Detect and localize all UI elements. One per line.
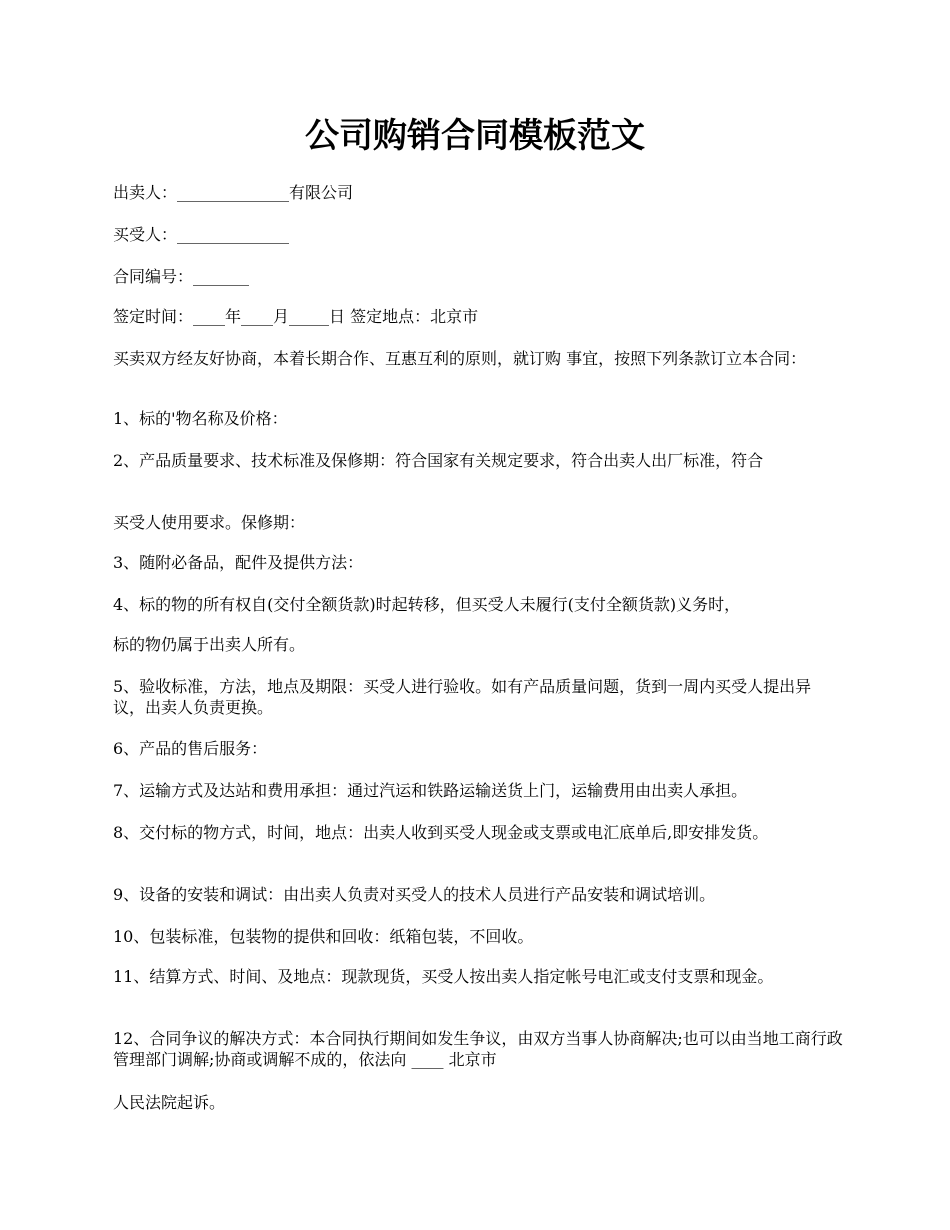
clause-5: 5、验收标准，方法，地点及期限：买受人进行验收。如有产品质量问题，货到一周内买受人提出异议，出卖人负责更换。 (113, 677, 812, 717)
document-title: 公司购销合同模板范文 (305, 116, 645, 156)
clause-9: 9、设备的安装和调试：由出卖人负责对买受人的技术人员进行产品安装和调试培训。 (113, 885, 716, 904)
clause-6: 6、产品的售后服务： (113, 739, 268, 758)
clause-buyer: 买受人：______________ (113, 225, 290, 244)
clause-4-continued: 标的物仍属于出卖人所有。 (113, 635, 306, 654)
clause-10: 10、包装标准，包装物的提供和回收：纸箱包装，不回收。 (113, 927, 534, 946)
clause-12-continued: 人民法院起诉。 (113, 1093, 226, 1112)
clause-1: 1、标的'物名称及价格： (113, 409, 288, 428)
clause-seller: 出卖人：______________有限公司 (113, 183, 354, 202)
clause-8: 8、交付标的物方式，时间，地点：出卖人收到买受人现金或支票或电汇底单后,即安排发货。 (113, 823, 769, 842)
clause-contract-number: 合同编号：_______ (113, 267, 250, 286)
clause-12: 12、合同争议的解决方式：本合同执行期间如发生争议，由双方当事人协商解决;也可以由当地工商行政管理部门调解;协商或调解不成的，依法向 ____ 北京市 (113, 1029, 843, 1069)
clause-preamble: 买卖双方经友好协商，本着长期合作、互惠互利的原则，就订购 事宜，按照下列条款订立本合同： (113, 349, 807, 368)
clause-4: 4、标的物的所有权自(交付全额货款)时起转移，但买受人未履行(支付全额货款)义务时， (113, 595, 741, 614)
clause-3: 3、随附必备品，配件及提供方法： (113, 553, 364, 572)
clause-7: 7、运输方式及达站和费用承担：通过汽运和铁路运输送货上门，运输费用由出卖人承担。 (113, 781, 748, 800)
clause-2-continued: 买受人使用要求。保修期： (113, 513, 306, 532)
clause-11: 11、结算方式、时间、及地点：现款现货，买受人按出卖人指定帐号电汇或支付支票和现金。 (113, 967, 774, 986)
clause-2: 2、产品质量要求、技术标准及保修期：符合国家有关规定要求，符合出卖人出厂标准，符合 (113, 451, 764, 470)
clause-signing-time-place: 签定时间：____年____月_____日 签定地点：北京市 (113, 307, 479, 326)
